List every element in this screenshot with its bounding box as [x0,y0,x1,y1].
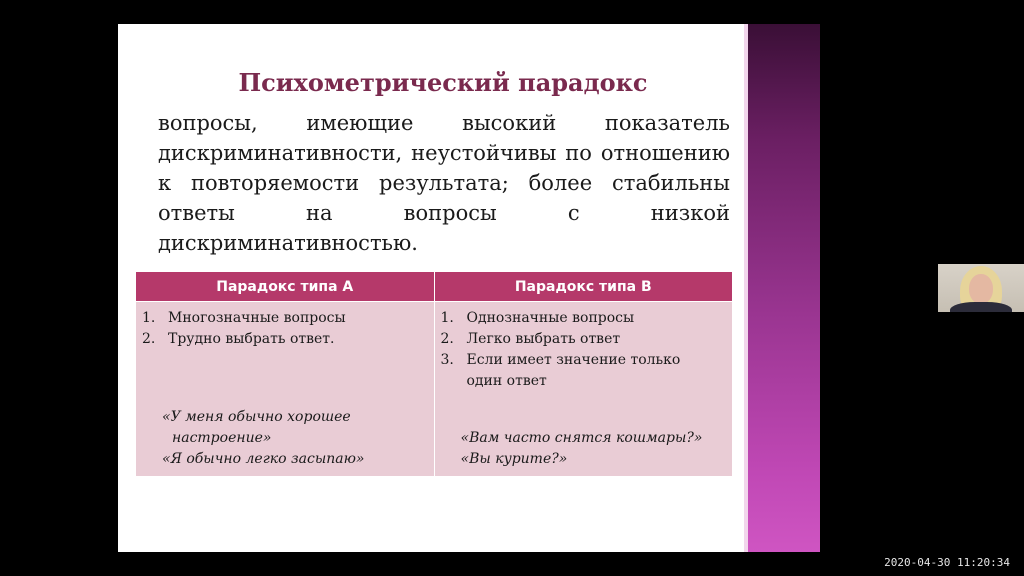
type-a-examples [162,407,365,470]
example-line: «У меня обычно хорошее [162,409,351,425]
table-cell-type-a [136,302,434,477]
type-a-list [140,308,426,350]
presentation-slide [118,24,820,552]
slide-body-text: вопросы, имеющие высокий показатель дискриминативности, неустойчивы по отношению к повторяемости результата; более стабильны ответы на вопросы с низкой дискриминативностью. [158,111,730,255]
list-item: 3. Если имеет значение только [440,352,681,368]
example-line: «Вам часто снятся кошмары?» [460,430,703,446]
example-line: «Я обычно легко засыпаю» [162,451,365,467]
list-item: 1. Однозначные вопросы [440,310,635,326]
type-b-list [439,308,725,392]
table-cell-type-b [434,302,732,477]
slide-title: Психометрический парадокс [238,68,648,97]
list-item: один ответ [466,373,547,389]
slide-decorative-bar [744,24,820,552]
presenter-shoulders [950,302,1012,312]
list-item: 1. Многозначные вопросы [142,310,346,326]
example-line: настроение» [172,430,272,446]
table-header-type-a: Парадокс типа А [136,272,434,302]
recording-timestamp: 2020-04-30 11:20:34 [884,556,1010,569]
paradox-table [136,272,732,476]
example-line: «Вы курите?» [460,451,568,467]
presenter-face [969,274,993,304]
list-item: 2. Трудно выбрать ответ. [142,331,335,347]
type-b-examples [461,428,703,470]
presenter-webcam-thumbnail[interactable] [938,264,1024,312]
list-item: 2. Легко выбрать ответ [440,331,621,347]
table-header-type-b: Парадокс типа В [434,272,732,302]
